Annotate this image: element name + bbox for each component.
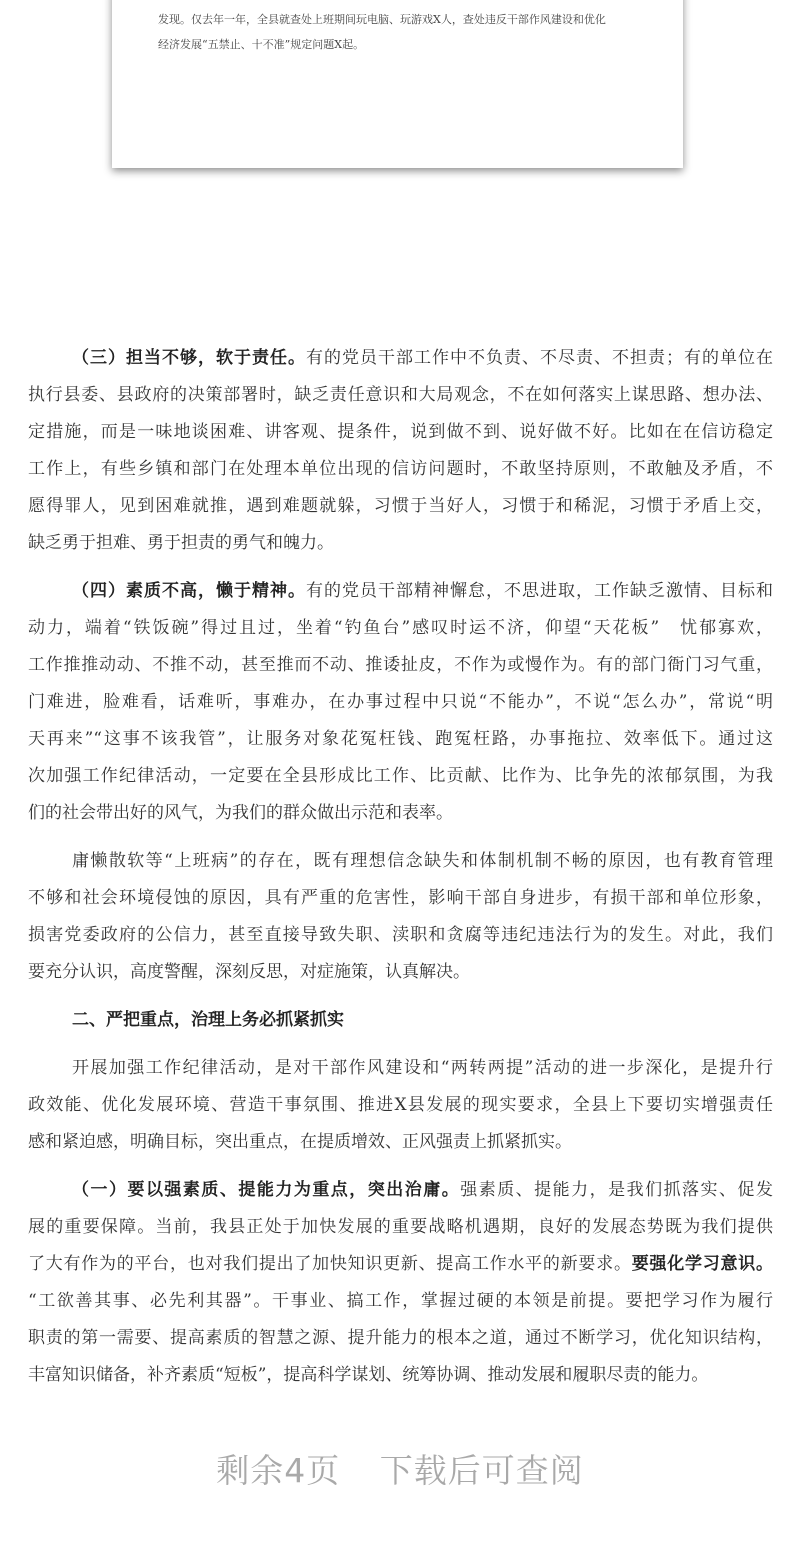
card-text-line: 发现。仅去年一年，全县就查处上班期间玩电脑、玩游戏X人，查处违反干部作风建设和优化	[158, 13, 606, 26]
text-line	[28, 340, 773, 377]
text-line	[28, 1320, 773, 1357]
paragraph	[28, 1172, 773, 1394]
text-segment: 丰富知识储备，补齐素质“短板”，提高科学谋划、统筹协调、推动发展和履职尽责的能力。	[28, 1365, 709, 1385]
text-segment: 开展加强工作纪律活动，是对干部作风建设和“两转两提”活动的进一步深化，是提升行	[72, 1058, 773, 1078]
text-segment: 展的重要保障。当前，我县正处于加快发展的重要战略机遇期，良好的发展态势既为我们提供	[28, 1217, 773, 1237]
text-line	[28, 1209, 773, 1246]
text-line	[28, 1172, 773, 1209]
text-segment: 职责的第一需要、提高素质的智慧之源、提升能力的根本之道，通过不断学习，优化知识结构，	[28, 1328, 773, 1348]
text-segment: 有的党员干部工作中不负责、不尽责、不担责；有的单位在	[306, 348, 773, 368]
text-segment: 工作推推动动、不推不动，甚至推而不动、推诿扯皮，不作为或慢作为。有的部门衙门习气重，	[28, 655, 773, 675]
text-segment: 定措施，而是一味地谈困难、讲客观、提条件，说到做不到、说好做不好。比如在在信访稳定	[28, 422, 773, 442]
paragraph	[28, 573, 773, 832]
text-line	[28, 414, 773, 451]
download-to-view-label[interactable]: 下载后可查阅	[379, 1451, 584, 1490]
paragraph	[28, 340, 773, 562]
text-line	[28, 525, 773, 562]
text-segment: 损害党委政府的公信力，甚至直接导致失职、渎职和贪腐等违纪违法行为的发生。对此，我们	[28, 925, 773, 945]
card-text-line: 经济发展“五禁止、十不准”规定问题X起。	[158, 38, 365, 51]
text-line	[28, 721, 773, 758]
text-line	[28, 843, 773, 880]
text-line	[28, 1087, 773, 1124]
text-segment: 要充分认识，高度警醒，深刻反思，对症施策，认真解决。	[28, 962, 470, 982]
bold-text: （四）素质不高，懒于精神。	[72, 581, 306, 601]
text-line	[28, 758, 773, 795]
text-line	[28, 377, 773, 414]
text-line	[28, 1050, 773, 1087]
text-line	[28, 1124, 773, 1161]
text-segment: 政效能、优化发展环境、营造干事氛围、推进X县发展的现实要求，全县上下要切实增强责任	[28, 1095, 773, 1115]
download-prompt[interactable]	[0, 1445, 800, 1492]
text-line	[28, 684, 773, 721]
text-segment: 动力，端着“铁饭碗”得过且过，坐着“钓鱼台”感叹时运不济，仰望“天花板” 忧郁寡欢，	[28, 618, 773, 638]
text-segment: 不够和社会环境侵蚀的原因，具有严重的危害性，影响干部自身进步，有损干部和单位形象，	[28, 888, 773, 908]
text-segment: 天再来”“这事不该我管”，让服务对象花冤枉钱、跑冤枉路，办事拖拉、效率低下。通过这	[28, 729, 773, 749]
text-segment: 庸懒散软等“上班病”的存在，既有理想信念缺失和体制机制不畅的原因，也有教育管理	[72, 851, 773, 871]
text-segment: 执行县委、县政府的决策部署时，缺乏责任意识和大局观念，不在如何落实上谋思路、想办法、	[28, 385, 773, 405]
text-line	[28, 451, 773, 488]
text-segment: “工欲善其事、必先利其器”。干事业、搞工作，掌握过硬的本领是前提。要把学习作为履行	[28, 1291, 773, 1311]
bold-text: 要强化学习意识。	[631, 1254, 774, 1274]
text-line	[28, 1357, 773, 1394]
remaining-pages-label[interactable]: 剩余4页	[216, 1451, 341, 1490]
text-line	[28, 1246, 773, 1283]
text-line	[28, 917, 773, 954]
text-line	[28, 488, 773, 525]
text-line	[28, 880, 773, 917]
text-line	[28, 647, 773, 684]
text-line	[28, 1002, 773, 1039]
text-segment: 门难进，脸难看，话难听，事难办，在办事过程中只说“不能办”，不说“怎么办”，常说“明	[28, 692, 773, 712]
paragraph	[28, 843, 773, 991]
text-segment: 强素质、提能力，是我们抓落实、促发	[460, 1180, 774, 1200]
text-segment: 们的社会带出好的风气，为我们的群众做出示范和表率。	[28, 803, 453, 823]
section-heading	[28, 1002, 773, 1039]
document-body	[28, 340, 773, 1405]
text-segment: 愿得罪人，见到困难就推，遇到难题就躲，习惯于当好人，习惯于和稀泥，习惯于矛盾上交，	[28, 496, 773, 516]
bold-text: 二、严把重点，治理上务必抓紧抓实	[72, 1010, 344, 1030]
bold-text: （三）担当不够，软于责任。	[72, 348, 306, 368]
text-line	[28, 610, 773, 647]
text-segment: 工作上，有些乡镇和部门在处理本单位出现的信访问题时，不敢坚持原则，不敢触及矛盾，不	[28, 459, 773, 479]
text-segment: 感和紧迫感，明确目标，突出重点，在提质增效、正风强责上抓紧抓实。	[28, 1132, 572, 1152]
text-line	[28, 1283, 773, 1320]
text-line	[28, 954, 773, 991]
text-segment: 缺乏勇于担难、勇于担责的勇气和魄力。	[28, 533, 334, 553]
preview-page-card	[112, 0, 683, 168]
text-segment: 有的党员干部精神懈怠，不思进取，工作缺乏激情、目标和	[306, 581, 773, 601]
text-line	[28, 795, 773, 832]
paragraph	[28, 1050, 773, 1161]
text-line	[28, 573, 773, 610]
bold-text: （一）要以强素质、提能力为重点，突出治庸。	[72, 1180, 461, 1200]
text-segment: 了大有作为的平台，也对我们提出了加快知识更新、提高工作水平的新要求。	[28, 1254, 632, 1274]
text-segment: 次加强工作纪律活动，一定要在全县形成比工作、比贡献、比作为、比争先的浓郁氛围，为我	[28, 766, 773, 786]
